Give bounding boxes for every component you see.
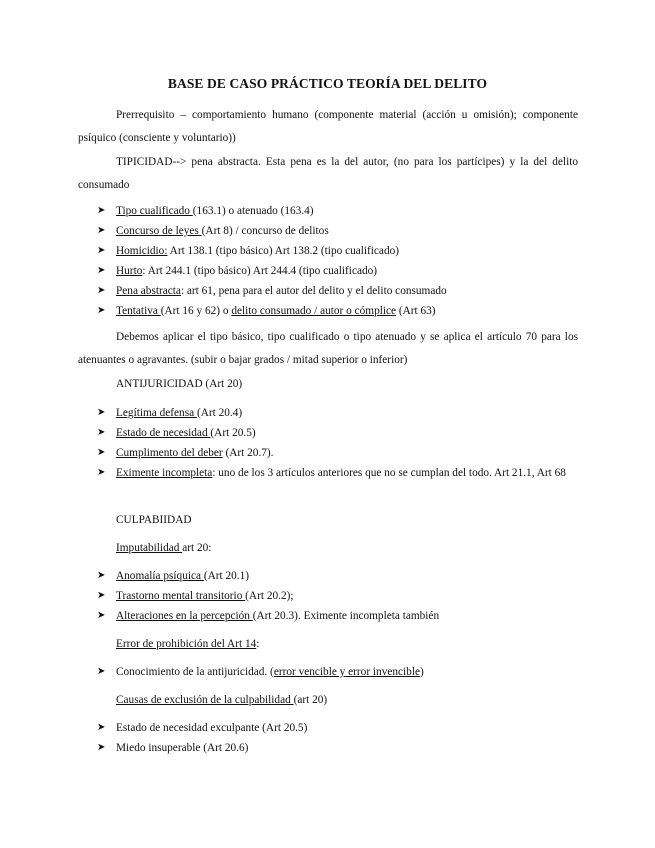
arrow-bullet-icon: ➤ (97, 742, 106, 753)
item-text: (163.1) o atenuado (163.4) (192, 205, 314, 217)
list-item (78, 662, 578, 682)
list-item (78, 201, 578, 221)
arrow-bullet-icon: ➤ (97, 590, 106, 601)
arrow-bullet-icon: ➤ (97, 722, 106, 733)
underlined-term: Estado de necesidad (116, 427, 211, 439)
arrow-bullet-icon: ➤ (97, 245, 106, 256)
item-text: ) (419, 666, 424, 678)
list-item (78, 443, 578, 463)
aplicar-text: Debemos aplicar el tipo básico, tipo cualificado o tipo atenuado y se aplica el artículo 70 para los atenuantes o agravantes. (subir o bajar grados / mitad superior o inferior) (78, 331, 578, 366)
item-text: Estado de necesidad exculpante (Art 20.5) (116, 722, 308, 734)
item-text: (Art 16 y 62) o (160, 305, 232, 317)
antijuricidad-heading: ANTIJURICIDAD (Art 20) (116, 378, 243, 390)
intro-paragraph (78, 104, 578, 150)
list-item (78, 606, 578, 626)
imputabilidad-label: Imputabilidad (116, 542, 183, 554)
error-heading (116, 634, 259, 654)
list-item (78, 281, 578, 301)
error-suffix: : (256, 638, 260, 650)
tipicidad-paragraph (78, 151, 578, 197)
arrow-bullet-icon: ➤ (97, 570, 106, 581)
list-item (78, 301, 578, 321)
underlined-term: error vencible y error invencible (273, 666, 420, 678)
list-item (78, 738, 578, 758)
list-item (78, 566, 578, 586)
underlined-term: Alteraciones en la percepción (116, 610, 253, 622)
tipicidad-list (78, 201, 578, 321)
item-text: : Art 244.1 (tipo básico) Art 244.4 (tipo cualificado) (142, 265, 378, 277)
underlined-term: Tentativa (116, 305, 161, 317)
underlined-term: Anomalía psíquica (116, 570, 204, 582)
item-text: (Art 8) / concurso de delitos (201, 225, 329, 237)
antijuricidad-list (78, 403, 578, 483)
list-item (78, 718, 578, 738)
underlined-term: delito consumado / autor o cómplice (231, 305, 397, 317)
exclusion-list (78, 718, 578, 758)
exclusion-suffix: (art 20) (293, 694, 328, 706)
underlined-term: Tipo cualificado (116, 205, 193, 217)
item-text: Miedo insuperable (Art 20.6) (116, 742, 249, 754)
item-text: : art 61, pena para el autor del delito y el delito consumado (180, 285, 447, 297)
arrow-bullet-icon: ➤ (97, 666, 106, 677)
item-text: (Art 20.5) (210, 427, 256, 439)
arrow-bullet-icon: ➤ (97, 225, 106, 236)
underlined-term: Legítima defensa (116, 407, 197, 419)
arrow-bullet-icon: ➤ (97, 407, 106, 418)
arrow-bullet-icon: ➤ (97, 427, 106, 438)
imputabilidad-suffix: art 20: (182, 542, 212, 554)
arrow-bullet-icon: ➤ (97, 285, 106, 296)
arrow-bullet-icon: ➤ (97, 265, 106, 276)
imputabilidad-heading (116, 538, 211, 558)
underlined-term: Trastorno mental transitorio (116, 590, 246, 602)
list-item (78, 261, 578, 281)
list-item (78, 463, 578, 483)
list-item (78, 403, 578, 423)
list-item (78, 221, 578, 241)
arrow-bullet-icon: ➤ (97, 305, 106, 316)
document-title: BASE DE CASO PRÁCTICO TEORÍA DEL DELITO (167, 76, 488, 91)
aplicar-paragraph (78, 326, 578, 372)
exclusion-label: Causas de exclusión de la culpabilidad (116, 694, 294, 706)
error-label: Error de prohibición del Art 14 (116, 638, 257, 650)
item-text: Conocimiento de la antijuricidad. ( (116, 666, 274, 678)
underlined-term: Eximente incompleta (116, 467, 213, 479)
tipicidad-text: TIPICIDAD--> pena abstracta. Esta pena es la del autor, (no para los partícipes) y la del delito consumado (78, 156, 578, 191)
item-text: (Art 20.4) (196, 407, 243, 419)
imputabilidad-list (78, 566, 578, 626)
item-text: (Art 20.1) (203, 570, 250, 582)
item-text: (Art 20.7). (222, 447, 274, 459)
list-item (78, 423, 578, 443)
item-text: : uno de los 3 artículos anteriores que no se cumplan del todo. Art 21.1, Art 68 (212, 467, 566, 479)
arrow-bullet-icon: ➤ (97, 467, 106, 478)
underlined-term: Homicidio: (116, 245, 168, 257)
exclusion-heading (116, 690, 327, 710)
underlined-term: Pena abstracta (116, 285, 181, 297)
error-list (78, 662, 578, 682)
arrow-bullet-icon: ➤ (97, 447, 106, 458)
underlined-term: Hurto (116, 265, 143, 277)
list-item (78, 241, 578, 261)
intro-text: Prerrequisito – comportamiento humano (componente material (acción u omisión); componente psíquico (consciente y voluntario)) (78, 109, 578, 144)
item-text: (Art 20.3). Eximente incompleta también (252, 610, 440, 622)
culpabilidad-heading: CULPABIIDAD (116, 514, 192, 526)
list-item (78, 586, 578, 606)
item-text: (Art 63) (396, 305, 436, 317)
item-text: Art 138.1 (tipo básico) Art 138.2 (tipo cualificado) (167, 245, 400, 257)
item-text: (Art 20.2); (245, 590, 294, 602)
arrow-bullet-icon: ➤ (97, 610, 106, 621)
arrow-bullet-icon: ➤ (97, 205, 106, 216)
underlined-term: Cumplimento del deber (116, 447, 223, 459)
underlined-term: Concurso de leyes (116, 225, 202, 237)
